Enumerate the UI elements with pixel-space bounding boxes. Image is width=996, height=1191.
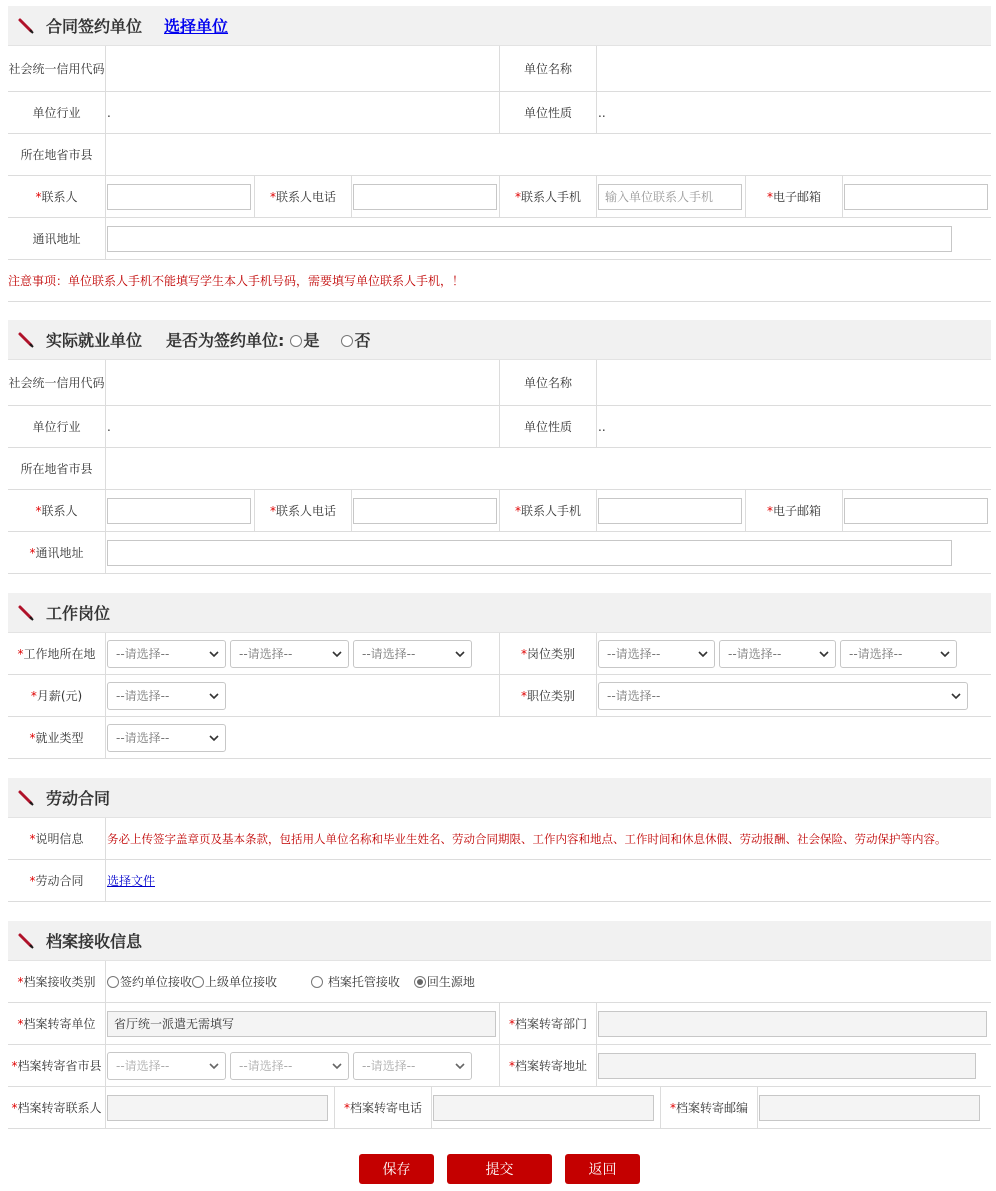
salary-select[interactable]: --请选择-- [107, 682, 226, 710]
chevron-down-icon [940, 649, 950, 659]
contact-input[interactable] [107, 498, 251, 524]
credit-code-value [106, 46, 499, 91]
chevron-down-icon [209, 649, 219, 659]
form-row [8, 1045, 991, 1087]
form-row [8, 92, 991, 134]
chevron-down-icon [455, 1061, 465, 1071]
transfer-zip-input[interactable] [759, 1095, 980, 1121]
contact-phone-input[interactable] [353, 498, 497, 524]
section-title: 劳动合同 [46, 789, 111, 808]
form-row [8, 360, 991, 406]
unit-name-label: 单位名称 [499, 360, 597, 405]
transfer-dept-input[interactable] [598, 1011, 987, 1037]
chevron-down-icon [951, 691, 961, 701]
workplace-county-select[interactable]: --请选择-- [353, 640, 472, 668]
form-row [8, 1087, 991, 1129]
select-unit-link[interactable]: 选择单位 [164, 17, 229, 36]
chevron-down-icon [332, 649, 342, 659]
contact-phone-input[interactable] [353, 184, 497, 210]
pencil-icon [16, 788, 36, 808]
location-label: 所在地省市县 [8, 448, 106, 489]
section-title: 工作岗位 [46, 604, 111, 623]
address-label: 通讯地址 [8, 218, 106, 259]
contact-mobile-label: * 联系人手机 [499, 176, 597, 217]
radio-circle-icon [107, 976, 119, 988]
form-row [8, 961, 991, 1003]
credit-code-label: 社会统一信用代码 [8, 360, 106, 405]
radio-circle-icon [290, 335, 302, 347]
post-type-select-2[interactable]: --请选择-- [719, 640, 836, 668]
transfer-province-select[interactable]: --请选择-- [107, 1052, 226, 1080]
email-input[interactable] [844, 184, 988, 210]
employ-type-select[interactable]: --请选择-- [107, 724, 226, 752]
section-title: 实际就业单位 [46, 331, 143, 350]
radio-circle-icon [341, 335, 353, 347]
industry-label: 单位行业 [8, 92, 106, 133]
industry-value: . [107, 105, 111, 120]
desc-text: 务必上传签字盖章页及基本条款，包括用人单位名称和毕业生姓名、劳动合同期限、工作内容和地点、工作时间和休息休假、劳动报酬、社会保险、劳动保护等内容。 [107, 831, 947, 846]
transfer-county-select[interactable]: --请选择-- [353, 1052, 472, 1080]
radio-circle-icon [192, 976, 204, 988]
section-header [8, 921, 991, 961]
radio-return-origin[interactable]: 回生源地 [414, 973, 475, 990]
contact-phone-label: * 联系人电话 [254, 490, 352, 531]
form-row [8, 490, 991, 532]
section-labor-contract [8, 778, 991, 902]
industry-label: 单位行业 [8, 406, 106, 447]
radio-superior-unit[interactable]: 上级单位接收 [192, 973, 277, 990]
transfer-addr-input[interactable] [598, 1053, 976, 1079]
email-label: * 电子邮箱 [745, 490, 843, 531]
radio-archive-custody[interactable]: 档案托管接收 [311, 973, 400, 990]
radio-contract-unit[interactable]: 签约单位接收 [107, 973, 192, 990]
form-row [8, 46, 991, 92]
pencil-icon [16, 931, 36, 951]
workplace-label: * 工作地所在地 [8, 633, 106, 674]
chevron-down-icon [698, 649, 708, 659]
nature-value: .. [598, 419, 606, 434]
email-label: * 电子邮箱 [745, 176, 843, 217]
unit-name-value [597, 360, 991, 405]
transfer-zip-label: * 档案转寄邮编 [660, 1087, 758, 1128]
section-archive-info [8, 921, 991, 1129]
section-actual-unit [8, 320, 991, 574]
radio-circle-icon [311, 976, 323, 988]
contact-label: * 联系人 [8, 490, 106, 531]
archive-type-label: * 档案接收类别 [8, 961, 106, 1002]
location-label: 所在地省市县 [8, 134, 106, 175]
back-button[interactable]: 返回 [565, 1154, 640, 1184]
pencil-icon [16, 603, 36, 623]
section-header [8, 6, 991, 46]
post-type-select-3[interactable]: --请选择-- [840, 640, 957, 668]
credit-code-label: 社会统一信用代码 [8, 46, 106, 91]
transfer-unit-label: * 档案转寄单位 [8, 1003, 106, 1044]
pencil-icon [16, 16, 36, 36]
nature-value: .. [598, 105, 606, 120]
transfer-phone-label: * 档案转寄电话 [334, 1087, 432, 1128]
submit-button[interactable]: 提交 [447, 1154, 552, 1184]
save-button[interactable]: 保存 [359, 1154, 434, 1184]
form-row [8, 218, 991, 260]
section-header [8, 593, 991, 633]
salary-label: * 月薪(元) [8, 675, 106, 716]
contact-mobile-label: * 联系人手机 [499, 490, 597, 531]
email-input[interactable] [844, 498, 988, 524]
radio-yes[interactable]: 是 [290, 328, 319, 351]
chevron-down-icon [209, 1061, 219, 1071]
transfer-contact-input[interactable] [107, 1095, 328, 1121]
nature-label: 单位性质 [499, 92, 597, 133]
radio-no[interactable]: 否 [341, 328, 370, 351]
transfer-contact-label: * 档案转寄联系人 [8, 1087, 106, 1128]
industry-value: . [107, 419, 111, 434]
section-contract-unit [8, 6, 991, 302]
pencil-icon [16, 330, 36, 350]
transfer-city-select[interactable]: --请选择-- [230, 1052, 349, 1080]
form-row [8, 818, 991, 860]
form-row [8, 448, 991, 490]
credit-code-value [106, 360, 499, 405]
section-header [8, 320, 991, 360]
address-label: * 通讯地址 [8, 532, 106, 573]
contact-input[interactable] [107, 184, 251, 210]
workplace-city-select[interactable]: --请选择-- [230, 640, 349, 668]
contact-label: * 联系人 [8, 176, 106, 217]
chevron-down-icon [455, 649, 465, 659]
transfer-unit-input[interactable] [107, 1011, 496, 1037]
form-row [8, 134, 991, 176]
job-type-select[interactable]: --请选择-- [598, 682, 968, 710]
unit-name-value [597, 46, 991, 91]
chevron-down-icon [209, 691, 219, 701]
form-row [8, 860, 991, 902]
form-row [8, 176, 991, 218]
contact-mobile-input[interactable] [598, 498, 742, 524]
transfer-dept-label: * 档案转寄部门 [499, 1003, 597, 1044]
form-row [8, 633, 991, 675]
section-title: 档案接收信息 [46, 932, 143, 951]
desc-label: * 说明信息 [8, 818, 106, 859]
workplace-province-select[interactable]: --请选择-- [107, 640, 226, 668]
post-type-select-1[interactable]: --请选择-- [598, 640, 715, 668]
notice-text: 注意事项：单位联系人手机不能填写学生本人手机号码，需要填写单位联系人手机，！ [8, 260, 991, 302]
address-input[interactable] [107, 540, 952, 566]
employ-type-label: * 就业类型 [8, 717, 106, 758]
choose-file-link[interactable]: 选择文件 [107, 874, 156, 888]
transfer-phone-input[interactable] [433, 1095, 654, 1121]
section-title: 合同签约单位 [46, 17, 143, 36]
location-value [106, 448, 991, 489]
is-contract-question: 是否为签约单位: [166, 331, 285, 350]
section-job-position [8, 593, 991, 759]
transfer-addr-label: * 档案转寄地址 [499, 1045, 597, 1086]
form-row [8, 717, 991, 759]
radio-checked-icon [414, 976, 426, 988]
form-row [8, 532, 991, 574]
form-row [8, 675, 991, 717]
chevron-down-icon [332, 1061, 342, 1071]
form-row [8, 406, 991, 448]
post-type-label: * 岗位类别 [499, 633, 597, 674]
chevron-down-icon [209, 733, 219, 743]
form-row [8, 1003, 991, 1045]
unit-name-label: 单位名称 [499, 46, 597, 91]
address-input[interactable] [107, 226, 952, 252]
contract-label: * 劳动合同 [8, 860, 106, 901]
transfer-region-label: * 档案转寄省市县 [8, 1045, 106, 1086]
contact-mobile-input[interactable] [598, 184, 742, 210]
contact-phone-label: * 联系人电话 [254, 176, 352, 217]
nature-label: 单位性质 [499, 406, 597, 447]
section-header [8, 778, 991, 818]
location-value [106, 134, 991, 175]
chevron-down-icon [819, 649, 829, 659]
job-type-label: * 职位类别 [499, 675, 597, 716]
